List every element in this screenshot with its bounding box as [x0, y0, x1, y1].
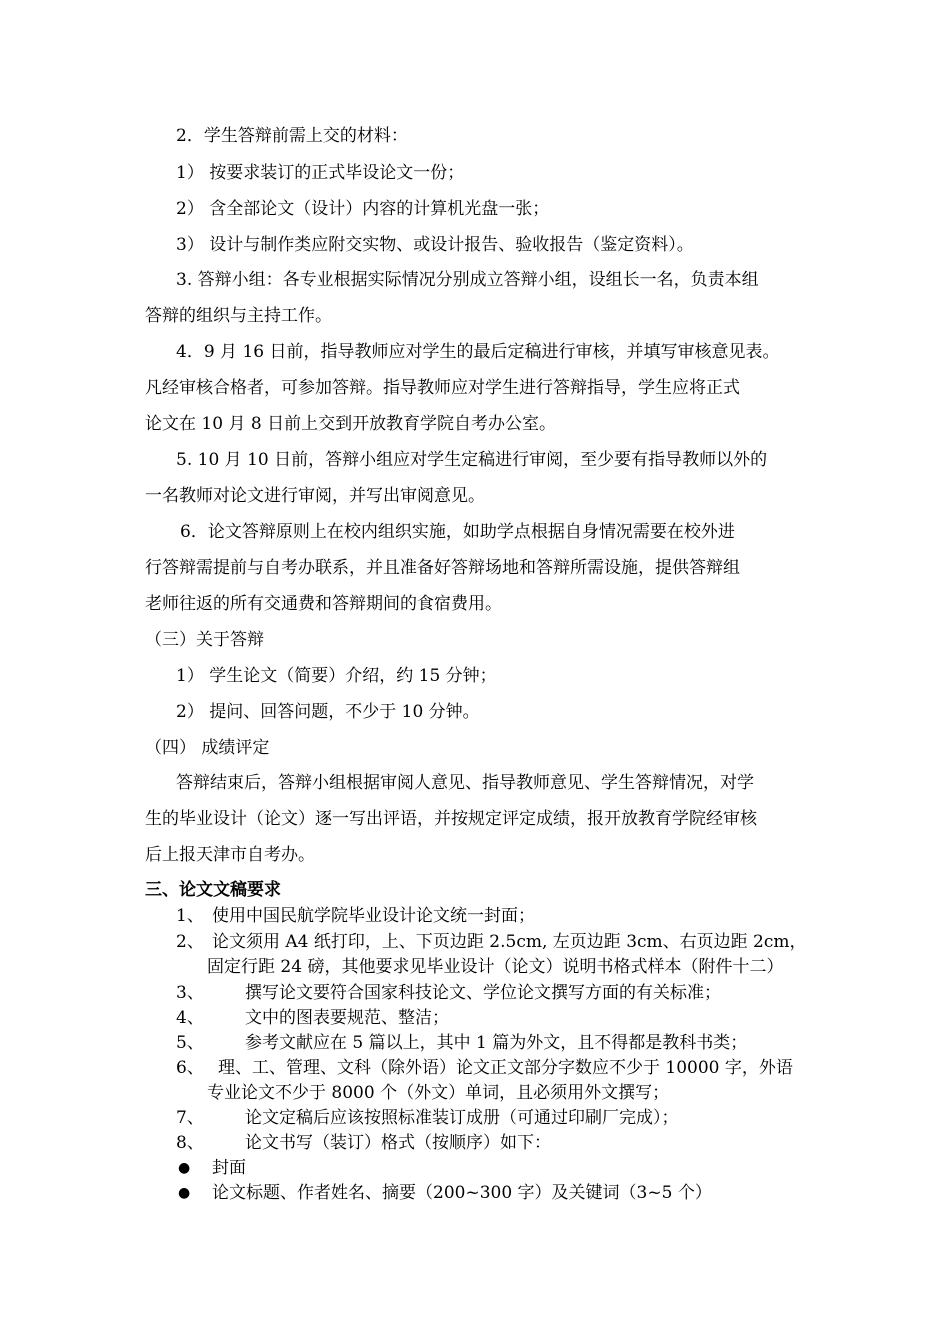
- requirement-number: 2、: [176, 932, 204, 952]
- bullet-icon: ●: [178, 1160, 191, 1176]
- requirement-number: 7、: [176, 1108, 204, 1128]
- requirement-number: 8、: [176, 1133, 204, 1153]
- paragraph-line: 论文在 10 月 8 日前上交到开放教育学院自考办公室。: [145, 414, 557, 434]
- list-item: 1） 学生论文（简要）介绍，约 15 分钟；: [176, 666, 497, 686]
- requirement-text: 论文须用 A4 纸打印，上、下页边距 2.5cm, 左页边距 3cm、右页边距 2cm，: [212, 932, 807, 952]
- paragraph-line: 后上报天津市自考办。: [145, 845, 315, 865]
- material-item: 1） 按要求装订的正式毕设论文一份；: [176, 163, 465, 183]
- list-item: 2） 提问、回答问题，不少于 10 分钟。: [176, 702, 480, 722]
- requirement-number: 5、: [176, 1033, 204, 1053]
- section-title: 三、论文文稿要求: [145, 880, 281, 900]
- paragraph-line: 3. 答辩小组：各专业根据实际情况分别成立答辩小组，设组长一名，负责本组: [176, 270, 759, 290]
- paragraph-line: 一名教师对论文进行审阅，并写出审阅意见。: [145, 486, 485, 506]
- requirement-text: 撰写论文要符合国家科技论文、学位论文撰写方面的有关标准；: [245, 983, 721, 1003]
- requirement-text-cont: 专业论文不少于 8000 个（外文）单词，且必须用外文撰写；: [207, 1083, 670, 1103]
- paragraph-line: 答辩的组织与主持工作。: [145, 306, 332, 326]
- material-item: 3） 设计与制作类应附交实物、或设计报告、验收报告（鉴定资料）。: [176, 235, 694, 255]
- paragraph-line: 行答辩需提前与自考办联系，并且准备好答辩场地和答辩所需设施，提供答辩组: [145, 558, 740, 578]
- bullet-item: 论文标题、作者姓名、摘要（200~300 字）及关键词（3~5 个）: [212, 1183, 712, 1203]
- paragraph-line: 4．9 月 16 日前，指导教师应对学生的最后定稿进行审核，并填写审核意见表。: [176, 342, 780, 362]
- requirement-text: 文中的图表要规范、整洁；: [245, 1008, 449, 1028]
- paragraph-line: 老师往返的所有交通费和答辩期间的食宿费用。: [145, 594, 502, 614]
- item2-heading: 2．学生答辩前需上交的材料：: [176, 126, 408, 146]
- requirement-text: 使用中国民航学院毕业设计论文统一封面；: [212, 906, 535, 926]
- requirement-text-cont: 固定行距 24 磅，其他要求见毕业设计（论文）说明书格式样本（附件十二）: [207, 957, 784, 977]
- requirement-text: 论文书写（装订）格式（按顺序）如下：: [245, 1133, 551, 1153]
- material-item: 2） 含全部论文（设计）内容的计算机光盘一张；: [176, 199, 550, 219]
- bullet-icon: ●: [178, 1185, 191, 1201]
- requirement-number: 4、: [176, 1008, 204, 1028]
- paragraph-line: 答辩结束后，答辩小组根据审阅人意见、指导教师意见、学生答辩情况，对学: [176, 773, 754, 793]
- requirement-text: 理、工、管理、文科（除外语）论文正文部分字数应不少于 10000 字，外语: [218, 1058, 793, 1078]
- section-heading: （三）关于答辩: [145, 630, 264, 650]
- paragraph-line: 6．论文答辩原则上在校内组织实施，如助学点根据自身情况需要在校外进: [180, 522, 735, 542]
- requirement-text: 参考文献应在 5 篇以上，其中 1 篇为外文，且不得都是教科书类；: [245, 1033, 748, 1053]
- requirement-number: 6、: [176, 1058, 204, 1078]
- paragraph-line: 生的毕业设计（论文）逐一写出评语，并按规定评定成绩，报开放教育学院经审核: [145, 809, 757, 829]
- bullet-item: 封面: [212, 1158, 246, 1178]
- section-heading: （四） 成绩评定: [145, 738, 270, 758]
- requirement-number: 3、: [176, 983, 204, 1003]
- paragraph-line: 凡经审核合格者，可参加答辩。指导教师应对学生进行答辩指导，学生应将正式: [145, 378, 740, 398]
- paragraph-line: 5. 10 月 10 日前，答辩小组应对学生定稿进行审阅，至少要有指导教师以外的: [176, 450, 768, 470]
- requirement-text: 论文定稿后应该按照标准装订成册（可通过印刷厂完成）；: [245, 1108, 679, 1128]
- requirement-number: 1、: [176, 906, 204, 926]
